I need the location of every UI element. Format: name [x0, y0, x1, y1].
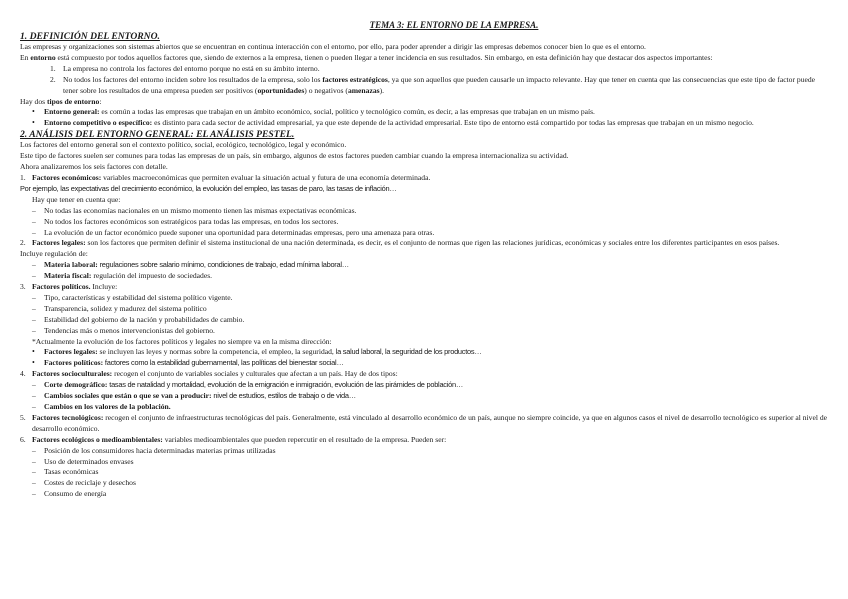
paragraph: Este tipo de factores suelen ser comunes para todas las empresas de un país, sin embargo, algunos de estos factores pueden cambiar cuando la empresa internacionaliza su actividad.	[20, 151, 569, 161]
bullet-item: • Entorno general: es común a todas las empresas que trabajan en un ámbito económico, social, político y tecnológico común, es decir, a las empresas que trabajan en un mismo país.	[32, 107, 595, 117]
bullet-item: • Factores legales: se incluyen las leyes y normas sobre la competencia, el empleo, la seguridad, la salud laboral, la seguridad de los productos…	[32, 347, 482, 357]
paragraph: Hay dos tipos de entorno:	[20, 96, 102, 106]
bullet-item: • Factores políticos: factores como la estabilidad gubernamental, las políticas del bienestar social…	[32, 358, 344, 368]
dash-item: – Corte demográfico: tasas de natalidad y mortalidad, evolución de la emigración e inmigración, evolución de las pirámides de población…	[32, 380, 464, 390]
factor-ecologicos: 6. Factores ecológicos o medioambientales: variables medioambientales que pueden repercutir en el resultado de la empresa. Pueden ser:	[20, 434, 447, 444]
dash-item: – Consumo de energía	[32, 489, 107, 499]
factor-economicos: 1. Factores económicos: variables macroeconómicas que permiten evaluar la situación actual y futura de una economía determinada.	[20, 172, 431, 182]
paragraph: Los factores del entorno general son el contexto político, social, ecológico, tecnológico, legal y económico.	[20, 140, 347, 150]
numbered-item: 2. No todos los factores del entorno inciden sobre los resultados de la empresa, solo los factores estratégicos, ya que son aquellos que pueden causarle un impacto relevante. Hay que tener en cuenta que las consecuencias que este tipo de factor puede tener sobre los resultados de una empresa pueden ser positivos (oportunidades) o negativos (amenazas).	[50, 74, 816, 95]
dash-item: – Transparencia, solidez y madurez del sistema político	[32, 303, 207, 313]
factor-tecnologicos: 5. Factores tecnológicos: recogen el conjunto de infraestructuras tecnológicas del país. Generalmente, está vinculado al desarrollo económico de un país, aunque no siempre coincide, ya que en algunos casos el nivel de desarrollo tecnológico es superior al nivel de desarrollo económico.	[20, 412, 828, 433]
note-text: Hay que tener en cuenta que:	[32, 194, 121, 204]
note-text: Incluye regulación de:	[20, 249, 88, 259]
bullet-icon: •	[32, 347, 35, 357]
factor-socioculturales: 4. Factores socioculturales: recogen el conjunto de variables sociales y culturales que afectan a un país. Hay de dos tipos:	[20, 369, 398, 379]
dash-item: – Posición de los consumidores hacia determinadas materias primas utilizadas	[32, 445, 276, 455]
dash-item: – Cambios sociales que están o que se van a producir: nivel de estudios, estilos de trabajo o de vida…	[32, 391, 356, 401]
factor-politicos: 3. Factores políticos. Incluye:	[20, 282, 118, 292]
paragraph: Ahora analizaremos los seis factores con detalle.	[20, 162, 168, 172]
handwritten-note: Por ejemplo, las expectativas del crecimiento económico, la evolución del empleo, las tasas de paro, las tasas de inflación…	[20, 183, 397, 193]
dash-item: – Cambios en los valores de la población.	[32, 402, 171, 411]
dash-item: – Costes de reciclaje y desechos	[32, 478, 136, 488]
dash-item: – Materia fiscal: regulación del impuesto de sociedades.	[32, 271, 213, 281]
dash-item: – Tasas económicas	[32, 467, 99, 477]
dash-item: – Tipo, características y estabilidad del sistema político vigente.	[32, 292, 233, 302]
document-page	[20, 20, 828, 500]
paragraph: En entorno está compuesto por todos aquellos factores que, siendo de externos a la empresa, tienen o pueden llegar a tener incidencia en sus resultados. Sin embargo, en esta definición hay que destacar dos aspectos importantes:	[20, 52, 713, 62]
factor-legales: 2. Factores legales: son los factores que permiten definir el sistema institucional de una nación determinada, es decir, es el conjunto de normas que rigen las relaciones jurídicas, económicas y sociales entre los diferentes participantes en esos países.	[20, 238, 780, 248]
dash-item: – Tendencias más o menos intervencionistas del gobierno.	[32, 325, 215, 335]
note-text: *Actualmente la evolución de los factores políticos y legales no siempre va en la misma dirección:	[32, 336, 332, 346]
section-2-heading: 2. ANÁLISIS DEL ENTORNO GENERAL: EL ANÁLISIS PESTEL.	[20, 129, 295, 141]
document-title: TEMA 3: EL ENTORNO DE LA EMPRESA.	[369, 20, 539, 30]
bullet-icon: •	[32, 358, 35, 368]
dash-item: – Estabilidad del gobierno de la nación y probabilidades de cambio.	[32, 314, 245, 324]
bullet-icon: •	[32, 118, 35, 128]
numbered-item: 1. La empresa no controla los factores del entorno porque no está en su ámbito interno.	[50, 63, 320, 73]
section-1-heading: 1. DEFINICIÓN DEL ENTORNO.	[20, 31, 160, 42]
dash-item: – La evolución de un factor económico puede suponer una oportunidad para determinadas empresas, pero una amenaza para otras.	[32, 227, 435, 237]
dash-item: – Materia laboral: regulaciones sobre salario mínimo, condiciones de trabajo, edad mínima laboral…	[32, 260, 349, 270]
dash-item: – Uso de determinados envases	[32, 456, 134, 466]
dash-item: – No todas las economías nacionales en un mismo momento tienen las mismas expectativas económicas.	[32, 205, 357, 215]
paragraph: Las empresas y organizaciones son sistemas abiertos que se encuentran en continua interacción con el entorno, por ello, para poder aprender a dirigir las empresas debemos conocer bien lo que es el entorno.	[20, 42, 646, 51]
bullet-icon: •	[32, 107, 35, 117]
bullet-item: • Entorno competitivo o específico: es distinto para cada sector de actividad empresarial, ya que este depende de la actividad empresarial. Este tipo de entorno está compartido por todas las empresas que trabajan en un mismo negocio.	[32, 118, 754, 128]
dash-item: – No todos los factores económicos son estratégicos para todas las empresas, en todos los sectores.	[32, 216, 339, 226]
